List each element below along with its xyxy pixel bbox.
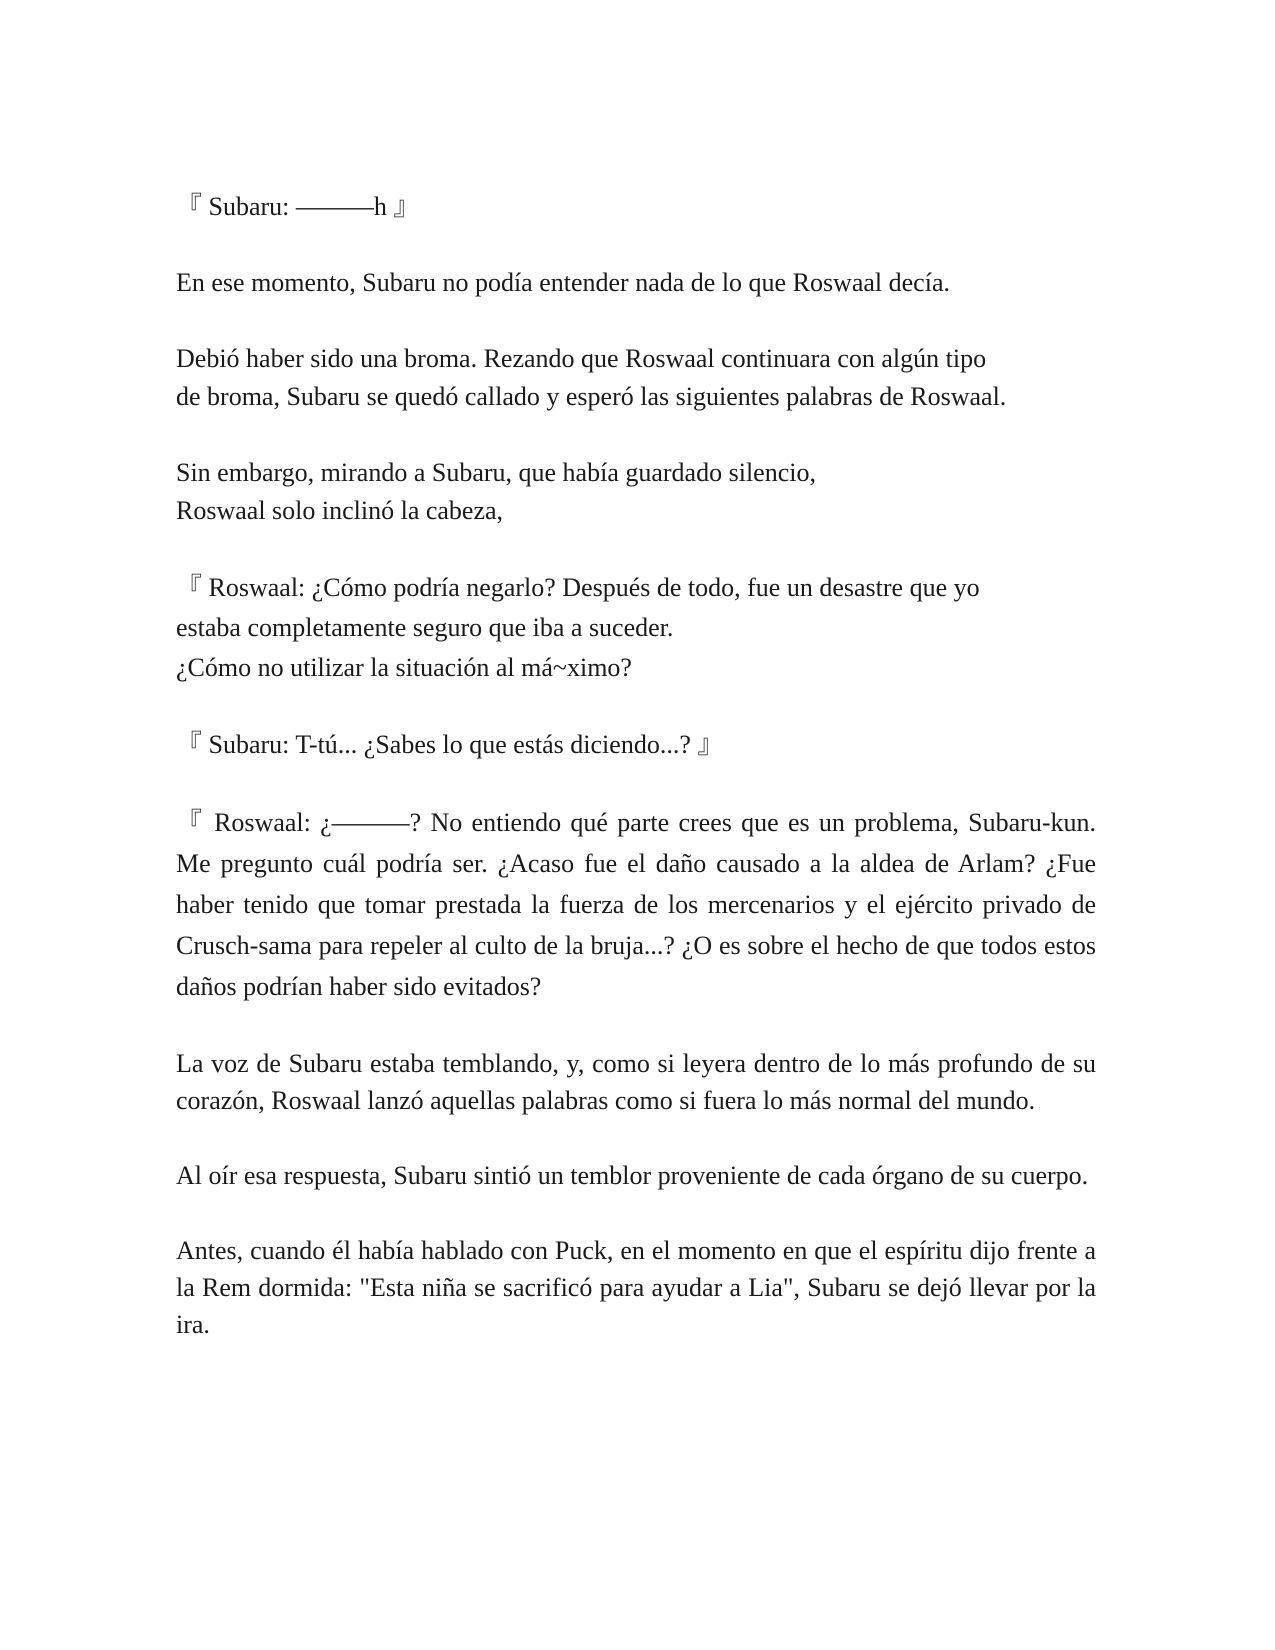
- text-line: estaba completamente seguro que iba a suceder.: [176, 613, 674, 642]
- paragraph-1: [176, 264, 1096, 302]
- paragraph-6: Antes, cuando él había hablado con Puck, en el momento en que el espíritu dijo frente a la Rem dormida: "Esta niña se sacrificó para ayudar a Lia", Subaru se dejó llevar por la ira.: [176, 1236, 1096, 1339]
- text-line: Sin embargo, mirando a Subaru, que había guardado silencio,: [176, 458, 816, 487]
- dialogue-subaru-1: [176, 188, 1096, 226]
- paragraph-4: La voz de Subaru estaba temblando, y, como si leyera dentro de lo más profundo de su corazón, Roswaal lanzó aquellas palabras como si fuera lo más normal del mundo.: [176, 1049, 1096, 1115]
- dialogue-roswaal-2: 『 Roswaal: ¿―――? No entiendo qué parte crees que es un problema, Subaru-kun. Me pregunto cuál podría ser. ¿Acaso fue el daño causado a la aldea de Arlam? ¿Fue haber tenido que tomar prestada la fuerza de los mercenarios y el ejército privado de Crusch-sama para repeler al culto de la bruja...? ¿O es sobre el hecho de que todos estos daños podrían haber sido evitados?: [176, 808, 1096, 1001]
- dialogue-subaru-2: [176, 726, 1096, 764]
- document-body: [176, 188, 1096, 1381]
- text-line: 『 Subaru: T-tú... ¿Sabes lo que estás diciendo...? 』: [176, 730, 724, 759]
- text-line: Roswaal solo inclinó la cabeza,: [176, 496, 504, 525]
- text-line: Debió haber sido una broma. Rezando que Roswaal continuara con algún tipo: [176, 344, 987, 373]
- dialogue-roswaal-1: [176, 568, 1096, 688]
- paragraph-5: Al oír esa respuesta, Subaru sintió un temblor proveniente de cada órgano de su cuerpo.: [176, 1161, 1089, 1190]
- text-line: ¿Cómo no utilizar la situación al má~ximo?: [176, 653, 632, 682]
- text-line: de broma, Subaru se quedó callado y esperó las siguientes palabras de Roswaal.: [176, 382, 1007, 411]
- text-line: 『 Roswaal: ¿Cómo podría negarlo? Después de todo, fue un desastre que yo: [176, 573, 980, 602]
- paragraph-2: [176, 340, 1096, 416]
- text-line: 『 Subaru: ―――h 』: [176, 192, 420, 221]
- text-line: En ese momento, Subaru no podía entender nada de lo que Roswaal decía.: [176, 268, 950, 297]
- paragraph-3: [176, 454, 1096, 530]
